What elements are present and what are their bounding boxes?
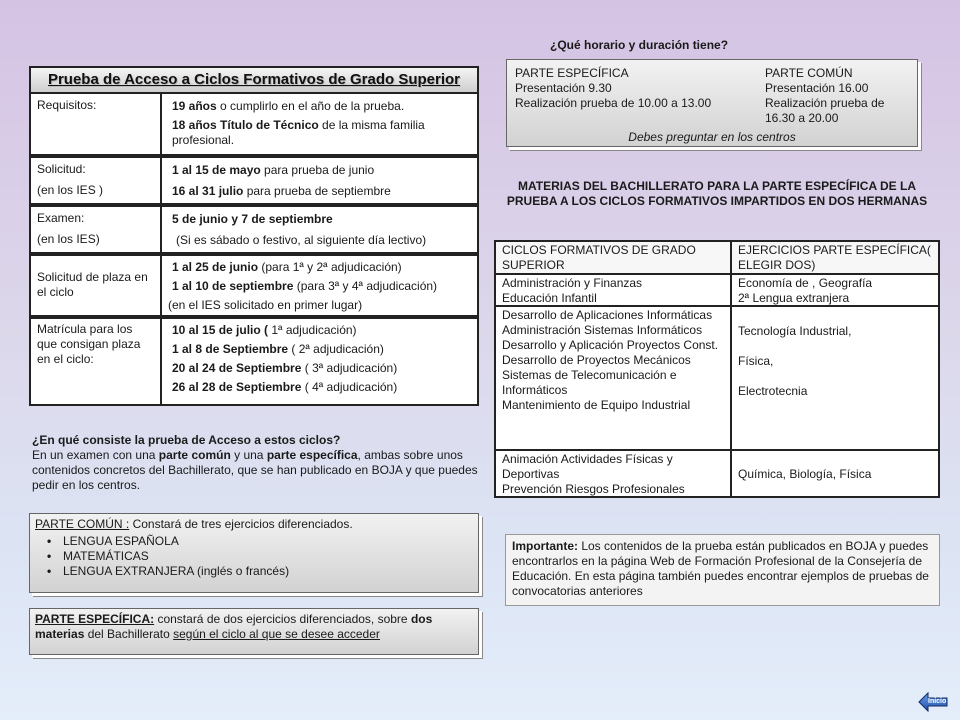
subject-item: • LENGUA EXTRANJERA (inglés o francés) bbox=[35, 564, 473, 579]
schedule-question: ¿Qué horario y duración tiene? bbox=[550, 38, 729, 52]
common-part-box: PARTE COMÚN : Constará de tres ejercicios diferenciados. • LENGUA ESPAÑOLA • MATEMÁTICAS • LENGUA EXTRANJERA (inglés o francés) bbox=[29, 513, 479, 593]
subjects-heading: MATERIAS DEL BACHILLERATO PARA LA PARTE ESPECÍFICA DE LA PRUEBA A LOS CICLOS FORMATIVOS IMPARTIDOS EN DOS HERMANAS bbox=[506, 179, 928, 208]
application-row: Solicitud: (en los IES ) 1 al 15 de mayo para prueba de junio 16 al 31 julio para prueba de septiembre bbox=[29, 156, 479, 205]
table-row: Desarrollo de Aplicaciones Informáticas Administración Sistemas Informáticos Desarrollo y Aplicación Proyectos Const. Desarrollo de Proyectos Mecánicos Sistemas de Telecomunicación e Informáticos Mantenimiento de Equipo Industrial Tecnología Industrial, Física, Electrotecnia bbox=[496, 305, 938, 449]
admission-test-title: Prueba de Acceso a Ciclos Formativos de Grado Superior bbox=[29, 66, 479, 94]
home-button[interactable]: Inicio bbox=[918, 691, 948, 713]
table-row: Animación Actividades Físicas y Deportivas Prevención Riesgos Profesionales Química, Biología, Física bbox=[496, 449, 938, 496]
schedule-box: PARTE ESPECÍFICA Presentación 9.30 Realización prueba de 10.00 a 13.00 PARTE COMÚN Presentación 16.00 Realización prueba de 16.30 a 20.00 Debes preguntar en los centros bbox=[506, 59, 918, 147]
table-row: Administración y Finanzas Educación Infantil Economía de , Geografía 2ª Lengua extranjera bbox=[496, 273, 938, 305]
important-note: Importante: Los contenidos de la prueba están publicados en BOJA y puedes encontrarlos en la página Web de Formación Profesional de la Consejería de Educación. En esta página también puedes encontrar ejemplos de pruebas de convocatorias anteriores bbox=[505, 534, 940, 606]
enrollment-row: Matrícula para los que consigan plaza en el ciclo: 10 al 15 de julio ( 1ª adjudicación) 1 al 8 de Septiembre ( 2ª adjudicación) 20 al 24 de Septiembre ( 3ª adjudicación) 26 al 28 de Septiembre ( 4ª adjudicación) bbox=[29, 317, 479, 406]
table-header-row: CICLOS FORMATIVOS DE GRADO SUPERIOR EJERCICIOS PARTE ESPECÍFICA( ELEGIR DOS) bbox=[496, 242, 938, 273]
subject-item: • LENGUA ESPAÑOLA bbox=[35, 534, 473, 549]
requirements-row: Requisitos: 19 años o cumplirlo en el año de la prueba. 18 años Título de Técnico de la misma familia profesional. bbox=[29, 94, 479, 156]
test-description: ¿En qué consiste la prueba de Acceso a estos ciclos? En un examen con una parte común y una parte específica, ambas sobre unos contenidos concretos del Bachillerato, que se han publicado en BOJA y que puedes pedir en los centros. bbox=[32, 433, 478, 492]
row-label: Requisitos: bbox=[37, 98, 97, 112]
subject-item: • MATEMÁTICAS bbox=[35, 549, 473, 564]
placement-row: Solicitud de plaza en el ciclo 1 al 25 de junio (para 1ª y 2ª adjudicación) 1 al 10 de septiembre (para 3ª y 4ª adjudicación) (en el IES solicitado en primer lugar) bbox=[29, 254, 479, 317]
exam-row: Examen: (en los IES) 5 de junio y 7 de septiembre (Si es sábado o festivo, al siguiente día lectivo) bbox=[29, 205, 479, 254]
specific-part-box: PARTE ESPECÍFICA: constará de dos ejercicios diferenciados, sobre dos materias del Bachillerato según el ciclo al que se desee acceder bbox=[29, 608, 479, 655]
subjects-table bbox=[494, 240, 940, 498]
